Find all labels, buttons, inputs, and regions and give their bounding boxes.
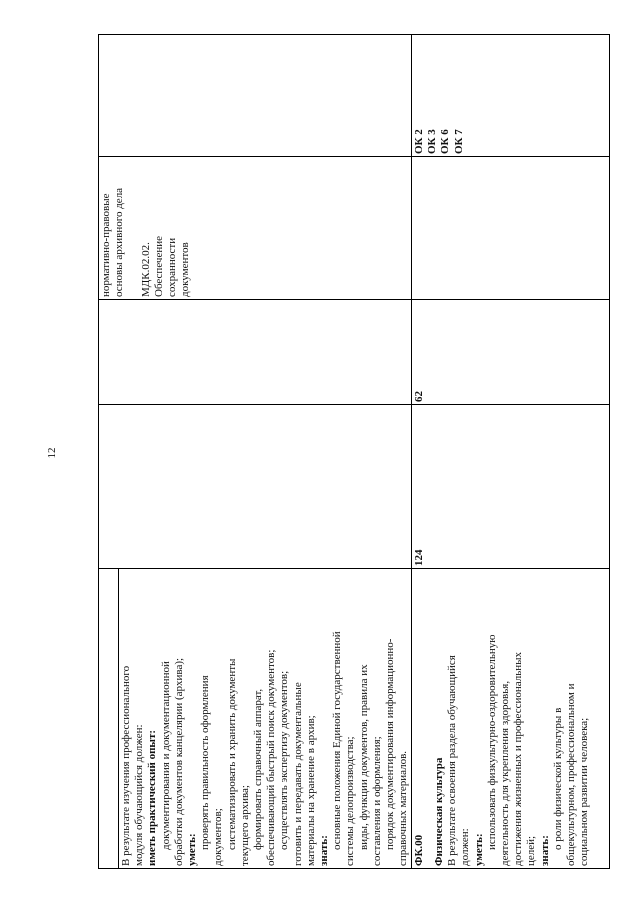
row1-module-cell bbox=[98, 157, 411, 300]
text-line: деятельность для укрепления здоровья, bbox=[499, 680, 512, 866]
text-line: систематизировать и хранить документы bbox=[225, 658, 238, 850]
text-line: порядок документирования информационно- bbox=[384, 638, 397, 850]
text-line: документов; bbox=[212, 808, 225, 866]
text-line: виды, функции документов, правила их bbox=[357, 664, 370, 850]
text-line: материалы на хранение в архив; bbox=[304, 715, 317, 866]
text-line: осуществлять экспертизу документов; bbox=[278, 670, 291, 850]
text-line: иметь практический опыт: bbox=[146, 729, 159, 866]
text-line: основные положения Единой государственной bbox=[331, 631, 344, 850]
text-line: проверять правильность оформления bbox=[199, 675, 212, 850]
row2-competencies-cell bbox=[411, 35, 609, 157]
text-line: текущего архива; bbox=[238, 785, 251, 866]
text-line: уметь: bbox=[472, 833, 485, 866]
text-line: нормативно-правовые bbox=[100, 193, 112, 297]
row1-competencies-cell bbox=[98, 35, 411, 157]
text-line: МДК.02.02. bbox=[139, 242, 152, 297]
text-line: знать: bbox=[538, 835, 551, 866]
row1-content-cell bbox=[118, 569, 411, 869]
text-line: готовить и передавать документальные bbox=[291, 682, 304, 866]
row1-code-cell bbox=[98, 569, 118, 869]
text-line: ОК 6 bbox=[439, 129, 452, 154]
row1-hours bbox=[118, 300, 411, 405]
text-line: документов bbox=[179, 242, 192, 297]
text-line: Физическая культура bbox=[433, 757, 445, 866]
text-line: В результате изучения профессионального bbox=[120, 665, 132, 866]
page-number: 12 bbox=[46, 447, 58, 459]
text-line: социальном развитии человека; bbox=[578, 717, 591, 866]
text-line: сохранности bbox=[166, 237, 179, 297]
text-line: о роли физической культуры в bbox=[551, 707, 564, 850]
text-line: целей; bbox=[525, 835, 538, 866]
text-line: модуля обучающийся должен: bbox=[133, 724, 146, 866]
row2-code-cell: ФК.00 bbox=[413, 834, 425, 866]
text-line: основы архивного дела bbox=[113, 187, 126, 297]
text-line: обработки документов канцелярии (архива); bbox=[172, 657, 185, 866]
text-line: общекультурном, профессиональном и bbox=[565, 683, 578, 866]
text-line: использовать физкультурно-оздоровительную bbox=[485, 634, 498, 850]
text-line: знать: bbox=[318, 835, 331, 866]
text-line: Обеспечение bbox=[152, 236, 165, 297]
text-line: системы делопроизводства; bbox=[344, 736, 357, 866]
text-line: составления и оформления; bbox=[370, 736, 383, 866]
row2-hours: 62 bbox=[413, 391, 425, 402]
text-line: справочных материалов. bbox=[397, 750, 410, 866]
row1-total-hours bbox=[118, 405, 411, 569]
text-line: формировать справочный аппарат, bbox=[252, 688, 265, 850]
text-line: ОК 3 bbox=[426, 129, 439, 154]
text-line: ОК 2 bbox=[413, 129, 425, 154]
text-line: достижения жизненных и профессиональных bbox=[512, 652, 525, 866]
text-line: документирования и документационной bbox=[159, 661, 172, 850]
row2-content-cell bbox=[431, 569, 609, 869]
table-border-bottom bbox=[609, 34, 610, 869]
text-line: должен: bbox=[459, 828, 472, 866]
text-line: ОК 7 bbox=[452, 129, 465, 154]
text-line: обеспечивающий быстрый поиск документов; bbox=[265, 649, 278, 866]
text-line: В результате освоения раздела обучающийся bbox=[446, 655, 459, 866]
curriculum-table bbox=[98, 34, 610, 869]
text-line bbox=[126, 160, 139, 297]
row2-module-cell bbox=[411, 157, 609, 300]
row2-total-hours: 124 bbox=[413, 549, 425, 566]
text-line: уметь: bbox=[186, 833, 199, 866]
